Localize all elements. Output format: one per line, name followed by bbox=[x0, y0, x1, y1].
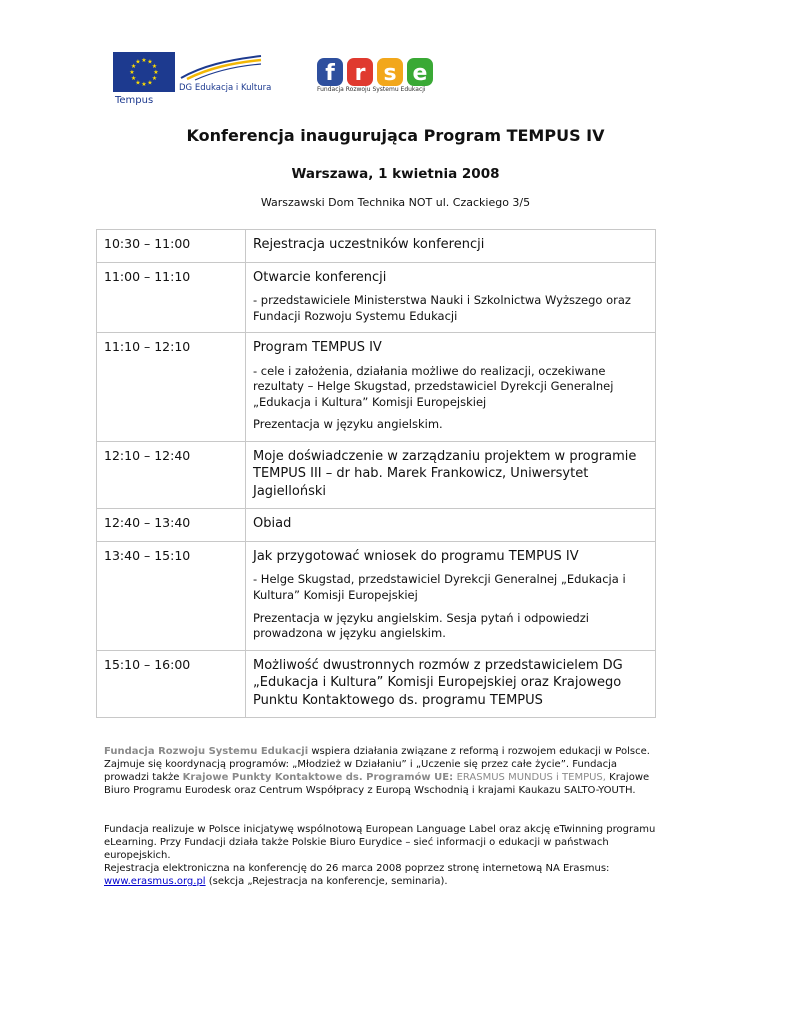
svg-text:★: ★ bbox=[130, 63, 137, 70]
svg-text:★: ★ bbox=[141, 81, 147, 88]
event-venue: Warszawski Dom Technika NOT ul. Czackiego 3/5 bbox=[260, 196, 531, 209]
footer-paragraph-frse bbox=[104, 745, 664, 797]
dg-logo-text: DG Edukacja i Kultura bbox=[179, 83, 272, 93]
agenda-time: 12:10 – 12:40 bbox=[97, 441, 246, 509]
agenda-table bbox=[96, 229, 656, 718]
svg-text:★: ★ bbox=[130, 75, 137, 82]
agenda-time: 15:10 – 16:00 bbox=[97, 650, 246, 718]
agenda-time: 12:40 – 13:40 bbox=[97, 509, 246, 542]
svg-text:★: ★ bbox=[151, 63, 158, 70]
agenda-item-title: Jak przygotować wniosek do programu TEMPUS IV bbox=[253, 548, 579, 564]
footer-org-name: Fundacja Rozwoju Systemu Edukacji bbox=[104, 746, 309, 757]
agenda-description bbox=[246, 650, 656, 718]
agenda-time: 13:40 – 15:10 bbox=[97, 541, 246, 650]
frse-letter-e: e bbox=[412, 61, 428, 86]
agenda-item-detail: - Helge Skugstad, przedstawiciel Dyrekcji Generalnej „Edukacja i Kultura” Komisji Europejskiej bbox=[253, 572, 626, 602]
agenda-item-detail: - cele i założenia, działania możliwe do realizacji, oczekiwane rezultaty – Helge Skugstad, przedstawiciel Dyrekcji Generalnej „Edukacja i Kultura” Komisji Europejskiej bbox=[253, 363, 614, 409]
agenda-row bbox=[97, 230, 656, 263]
footer-text: wspiera działania związane z reformą i rozwojem edukacji w Polsce. Zajmuje się koordynacją programów: „Młodzież w Działaniu” i „Uczenie się przez całe życie”. Fundacja prowadzi także bbox=[104, 746, 650, 783]
frse-subtitle: Fundacja Rozwoju Systemu Edukacji bbox=[317, 86, 426, 93]
agenda-item-title: Możliwość dwustronnych rozmów z przedstawicielem DG „Edukacja i Kultura” Komisji Europejskiej oraz Krajowego Punktu Kontaktowego ds. programu TEMPUS bbox=[253, 657, 623, 708]
erasmus-link[interactable]: www.erasmus.org.pl bbox=[104, 876, 206, 887]
agenda-time: 11:00 – 11:10 bbox=[97, 262, 246, 333]
agenda-row bbox=[97, 441, 656, 509]
agenda-item-title: Obiad bbox=[253, 516, 292, 532]
agenda-row bbox=[97, 333, 656, 442]
svg-text:★: ★ bbox=[153, 69, 159, 76]
agenda-item-title: Moje doświadczenie w zarządzaniu projektem w programie TEMPUS III – dr hab. Marek Frankowicz, Uniwersytet Jagielloński bbox=[253, 448, 637, 499]
svg-text:★: ★ bbox=[141, 57, 147, 64]
agenda-row bbox=[97, 262, 656, 333]
registration-text: Rejestracja elektroniczna na konferencję do 26 marca 2008 poprzez stronę internetową NA Erasmus: bbox=[104, 863, 610, 874]
frse-letter-s: s bbox=[383, 61, 397, 86]
page-title: Konferencja inaugurująca Program TEMPUS IV bbox=[186, 126, 605, 145]
header-logos bbox=[113, 50, 453, 110]
agenda-description bbox=[246, 509, 656, 542]
agenda-item-title: Otwarcie konferencji bbox=[253, 269, 387, 285]
agenda-item-detail: Prezentacja w języku angielskim. bbox=[253, 417, 443, 432]
tempus-logo-text: Tempus bbox=[115, 95, 154, 106]
agenda-item-detail: - przedstawiciele Ministerstwa Nauki i Szkolnictwa Wyższego oraz Fundacji Rozwoju Systemu Edukacji bbox=[253, 293, 631, 323]
footer-kpk: Krajowe Punkty Kontaktowe ds. Programów UE: bbox=[182, 772, 457, 783]
svg-text:★: ★ bbox=[129, 69, 135, 76]
agenda-description bbox=[246, 262, 656, 333]
frse-letter-r: r bbox=[354, 61, 366, 86]
agenda-description bbox=[246, 230, 656, 263]
agenda-time: 11:10 – 12:10 bbox=[97, 333, 246, 442]
agenda-row bbox=[97, 650, 656, 718]
agenda-time: 10:30 – 11:00 bbox=[97, 230, 246, 263]
agenda-item-title: Rejestracja uczestników konferencji bbox=[253, 237, 485, 252]
event-date: Warszawa, 1 kwietnia 2008 bbox=[291, 166, 500, 182]
svg-text:★: ★ bbox=[151, 75, 158, 82]
agenda-description bbox=[246, 541, 656, 650]
footer-text-2: Krajowe Biuro Programu Eurodesk oraz Centrum Współpracy z Europą Wschodnią i krajami Kaukazu SALTO-YOUTH. bbox=[104, 772, 650, 796]
agenda-description bbox=[246, 441, 656, 509]
agenda-item-title: Program TEMPUS IV bbox=[253, 340, 382, 356]
svg-text:★: ★ bbox=[147, 79, 153, 87]
agenda-row bbox=[97, 541, 656, 650]
footer-paragraph-initiatives: Fundacja realizuje w Polsce inicjatywę wspólnotową European Language Label oraz akcję eTwinning programu eLearning. Przy Fundacji działa także Polskie Biuro Eurydice – sieć informacji o edukacji w państwach europejskich. bbox=[104, 824, 656, 861]
eu-stars-icon bbox=[113, 52, 175, 92]
agenda-row bbox=[97, 509, 656, 542]
agenda-item-detail: Prezentacja w języku angielskim. Sesja pytań i odpowiedzi prowadzona w języku angielskim. bbox=[253, 610, 589, 641]
dg-swoosh-icon bbox=[177, 52, 263, 82]
registration-text-2: (sekcja „Rejestracja na konferencje, seminaria). bbox=[205, 876, 448, 887]
footer-programs: ERASMUS MUNDUS i TEMPUS, bbox=[456, 772, 606, 783]
eu-flag-logo bbox=[113, 52, 175, 92]
svg-text:★: ★ bbox=[135, 58, 141, 66]
footer-paragraph-registration bbox=[104, 862, 664, 888]
frse-letter-f: f bbox=[325, 61, 335, 86]
svg-text:★: ★ bbox=[147, 58, 153, 66]
svg-text:★: ★ bbox=[135, 79, 141, 87]
agenda-description bbox=[246, 333, 656, 442]
